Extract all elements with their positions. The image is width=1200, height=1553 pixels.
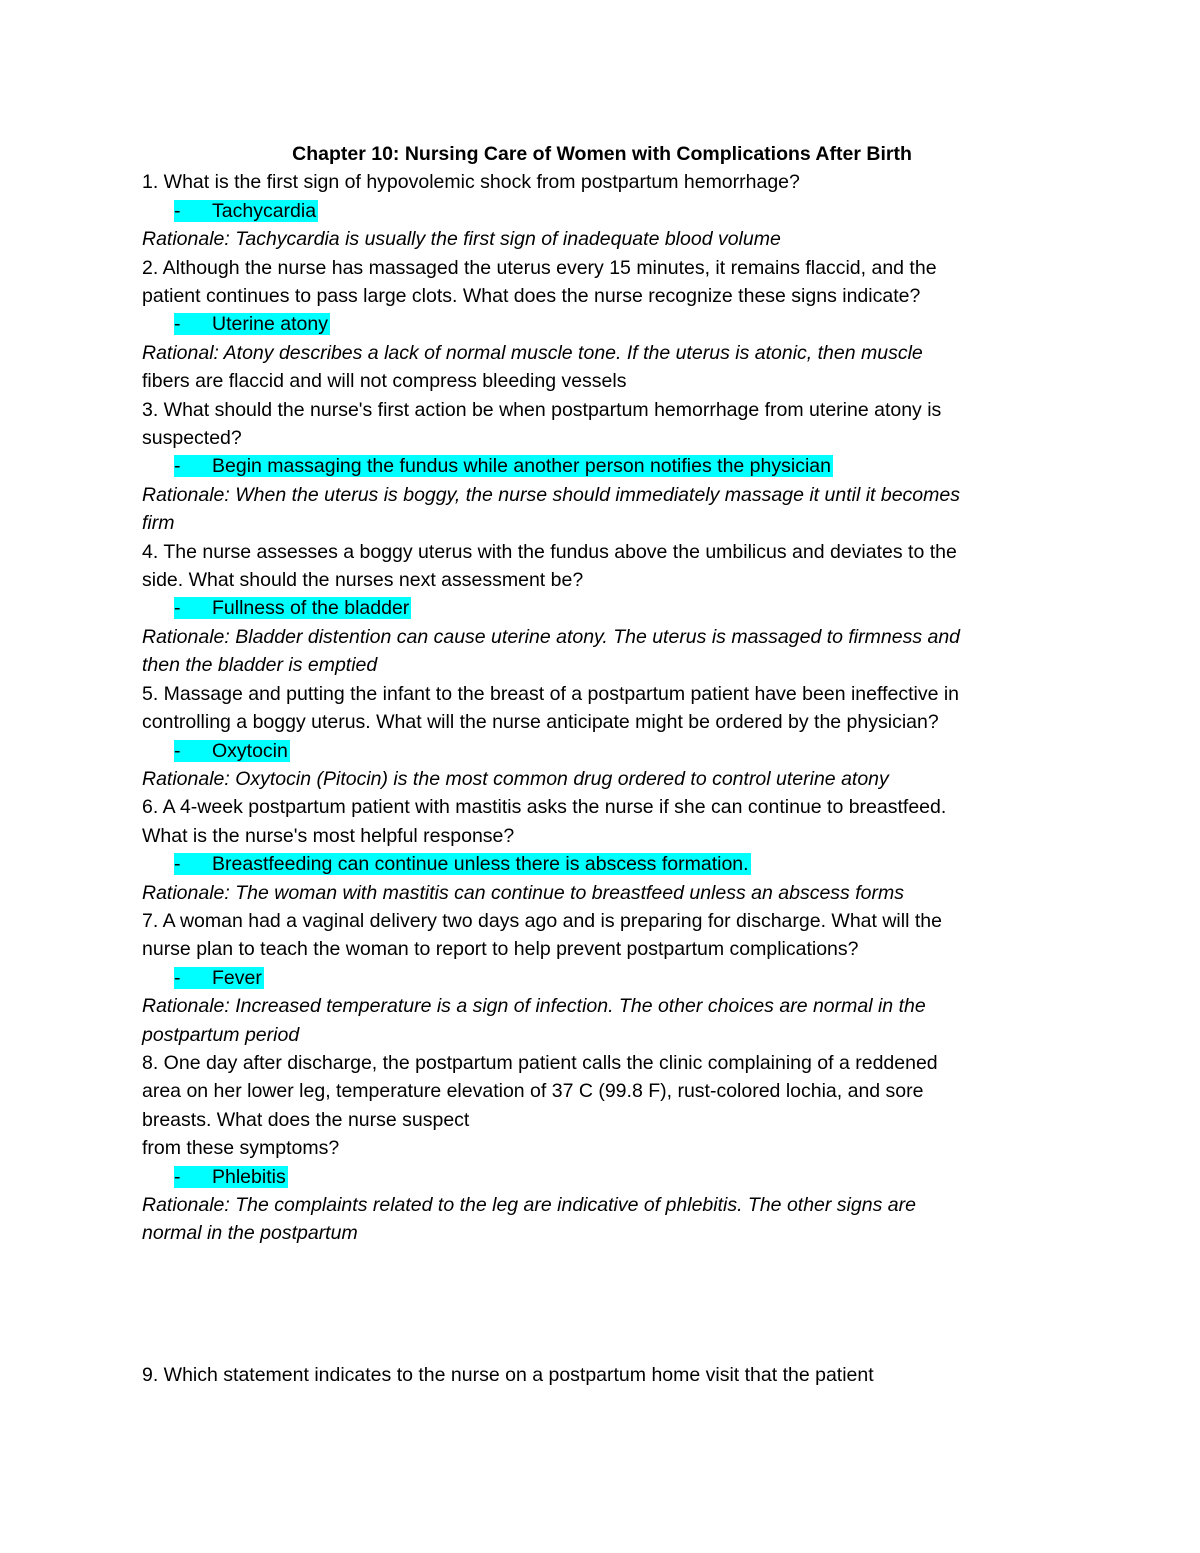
answer-text: Fullness of the bladder bbox=[212, 597, 410, 620]
answer bbox=[142, 594, 1062, 622]
answer-text: Fever bbox=[212, 966, 262, 989]
question-4 bbox=[142, 538, 1062, 680]
answer-highlight bbox=[174, 313, 330, 335]
answer-highlight bbox=[174, 200, 318, 222]
question-text: suspected? bbox=[142, 427, 242, 450]
answer-text: Begin massaging the fundus while another person notifies the physician bbox=[212, 455, 831, 478]
answer bbox=[142, 197, 1062, 225]
question-text: 2. Although the nurse has massaged the uterus every 15 minutes, it remains flaccid, and the bbox=[142, 256, 937, 279]
rationale: Rationale: The woman with mastitis can continue to breastfeed unless an abscess forms bbox=[142, 881, 904, 904]
answer bbox=[142, 310, 1062, 338]
answer-highlight bbox=[174, 740, 290, 762]
question-2 bbox=[142, 254, 1062, 396]
question-text: patient continues to pass large clots. What does the nurse recognize these signs indicate? bbox=[142, 285, 921, 308]
rationale: Rational: Atony describes a lack of normal muscle tone. If the uterus is atonic, then muscle bbox=[142, 341, 923, 364]
document-title: Chapter 10: Nursing Care of Women with Complications After Birth bbox=[292, 143, 912, 165]
answer-highlight bbox=[174, 597, 411, 619]
question-8 bbox=[142, 1049, 1062, 1248]
question-text: 6. A 4-week postpartum patient with mastitis asks the nurse if she can continue to breastfeed. bbox=[142, 796, 947, 819]
answer bbox=[142, 850, 1062, 878]
question-text: 3. What should the nurse's first action be when postpartum hemorrhage from uterine atony is bbox=[142, 398, 942, 421]
question-text: What is the nurse's most helpful response? bbox=[142, 824, 515, 847]
question-5 bbox=[142, 680, 1062, 794]
rationale: Rationale: Bladder distention can cause uterine atony. The uterus is massaged to firmness and bbox=[142, 625, 961, 648]
rationale: normal in the postpartum bbox=[142, 1222, 358, 1245]
document-page bbox=[142, 140, 1062, 1390]
question-1 bbox=[142, 168, 1062, 253]
answer-text: Breastfeeding can continue unless there is abscess formation. bbox=[212, 853, 749, 876]
question-text: area on her lower leg, temperature elevation of 37 C (99.8 F), rust-colored lochia, and sore bbox=[142, 1080, 924, 1103]
question-text: 8. One day after discharge, the postpartum patient calls the clinic complaining of a reddened bbox=[142, 1051, 938, 1074]
answer-highlight bbox=[174, 853, 751, 875]
rationale: Rationale: Tachycardia is usually the first sign of inadequate blood volume bbox=[142, 228, 781, 251]
answer-bullet: - bbox=[174, 455, 181, 478]
rationale-continuation: fibers are flaccid and will not compress bleeding vessels bbox=[142, 370, 627, 393]
answer bbox=[142, 737, 1062, 765]
answer-highlight bbox=[174, 455, 833, 477]
answer-bullet: - bbox=[174, 853, 181, 876]
rationale: postpartum period bbox=[142, 1023, 300, 1046]
rationale: Rationale: When the uterus is boggy, the nurse should immediately massage it until it becomes bbox=[142, 483, 960, 506]
question-text: breasts. What does the nurse suspect bbox=[142, 1108, 470, 1131]
rationale: firm bbox=[142, 512, 175, 535]
question-text: 7. A woman had a vaginal delivery two days ago and is preparing for discharge. What will the bbox=[142, 909, 942, 932]
rationale: then the bladder is emptied bbox=[142, 654, 378, 677]
question-text: 4. The nurse assesses a boggy uterus with the fundus above the umbilicus and deviates to the bbox=[142, 540, 957, 563]
question-text: controlling a boggy uterus. What will the nurse anticipate might be ordered by the physician? bbox=[142, 711, 939, 734]
question-3 bbox=[142, 396, 1062, 538]
answer-bullet: - bbox=[174, 966, 181, 989]
answer-text: Phlebitis bbox=[212, 1165, 286, 1188]
question-text: side. What should the nurses next assessment be? bbox=[142, 569, 584, 592]
question-6 bbox=[142, 793, 1062, 907]
answer-text: Tachycardia bbox=[212, 199, 317, 222]
question-text: from these symptoms? bbox=[142, 1137, 340, 1160]
spacer bbox=[142, 1248, 1062, 1362]
answer-bullet: - bbox=[174, 739, 181, 762]
answer-highlight bbox=[174, 967, 264, 989]
answer bbox=[142, 452, 1062, 480]
answer-bullet: - bbox=[174, 597, 181, 620]
question-text: 5. Massage and putting the infant to the breast of a postpartum patient have been ineffective in bbox=[142, 682, 960, 705]
answer bbox=[142, 1163, 1062, 1191]
question-text: nurse plan to teach the woman to report to help prevent postpartum complications? bbox=[142, 938, 859, 961]
answer-bullet: - bbox=[174, 199, 181, 222]
answer-text: Uterine atony bbox=[212, 313, 328, 336]
question-7 bbox=[142, 907, 1062, 1049]
question-text: 1. What is the first sign of hypovolemic shock from postpartum hemorrhage? bbox=[142, 171, 800, 194]
answer-bullet: - bbox=[174, 1165, 181, 1188]
rationale: Rationale: The complaints related to the leg are indicative of phlebitis. The other signs are bbox=[142, 1194, 916, 1217]
answer-highlight bbox=[174, 1166, 288, 1188]
answer-bullet: - bbox=[174, 313, 181, 336]
rationale: Rationale: Increased temperature is a sign of infection. The other choices are normal in the bbox=[142, 995, 926, 1018]
rationale: Rationale: Oxytocin (Pitocin) is the most common drug ordered to control uterine atony bbox=[142, 767, 889, 790]
answer-text: Oxytocin bbox=[212, 739, 288, 762]
question-9-text: 9. Which statement indicates to the nurse on a postpartum home visit that the patient bbox=[142, 1364, 874, 1387]
answer bbox=[142, 964, 1062, 992]
